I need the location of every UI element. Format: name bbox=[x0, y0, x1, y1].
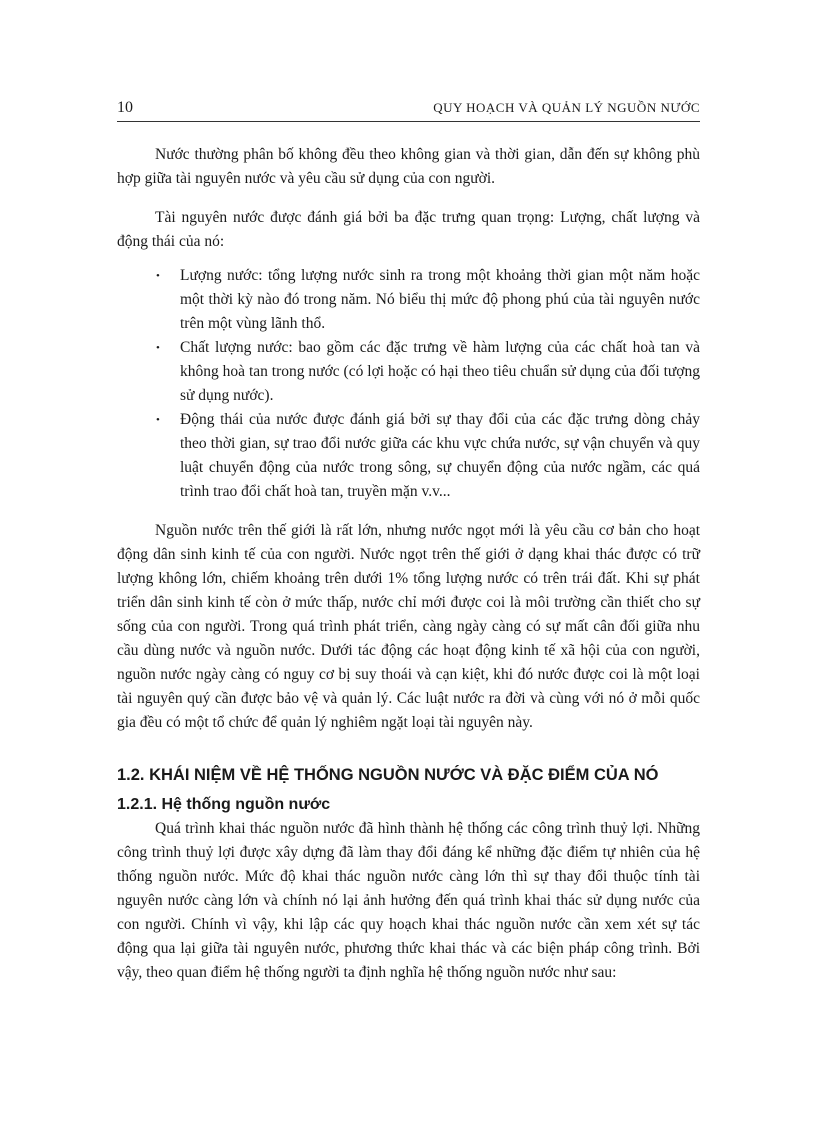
list-item bbox=[117, 264, 700, 336]
list-item bbox=[117, 336, 700, 408]
list-item-text: Chất lượng nước: bao gồm các đặc trưng về hàm lượng của các chất hoà tan và không hoà tan trong nước (có lợi hoặc có hại theo tiêu chuẩn sử dụng của đối tượng sử dụng nước). bbox=[180, 339, 700, 404]
list-item-text: Lượng nước: tổng lượng nước sinh ra trong một khoảng thời gian một năm hoặc một thời kỳ nào đó trong năm. Nó biểu thị mức độ phong phú của tài nguyên nước trên một vùng lãnh thổ. bbox=[180, 267, 700, 332]
paragraph-water-system: Quá trình khai thác nguồn nước đã hình thành hệ thống các công trình thuỷ lợi. Những công trình thuỷ lợi được xây dựng đã làm thay đổi đáng kể những đặc điểm tự nhiên của hệ thống nguồn nước. Mức độ khai thác nguồn nước càng lớn thì sự thay đổi thuộc tính tài nguyên nước càng lớn và chính nó lại ảnh hưởng đến quá trình khai thác sử dụng nước của con người. Chính vì vậy, khi lập các quy hoạch khai thác nguồn nước cần xem xét sự tác động qua lại giữa tài nguyên nước, phương thức khai thác và các biện pháp công trình. Bởi vậy, theo quan điểm hệ thống người ta định nghĩa hệ thống nguồn nước như sau: bbox=[117, 820, 700, 981]
bullet-icon: • bbox=[156, 342, 160, 354]
list-item-text: Động thái của nước được đánh giá bởi sự thay đổi của các đặc trưng dòng chảy theo thời gian, sự trao đổi nước giữa các khu vực chứa nước, sự vận chuyển và quy luật chuyển động của nước trong sông, sự chuyển động của nước ngầm, các quá trình trao đổi chất hoà tan, truyền mặn v.v... bbox=[180, 411, 700, 500]
running-header bbox=[117, 99, 700, 122]
subsection-heading: 1.2.1. Hệ thống nguồn nước bbox=[117, 796, 331, 813]
characteristics-list bbox=[117, 264, 700, 504]
list-item bbox=[117, 408, 700, 504]
paragraph-freshwater-resources: Nguồn nước trên thế giới là rất lớn, nhưng nước ngọt mới là yêu cầu cơ bản cho hoạt động dân sinh kinh tế của con người. Nước ngọt trên thế giới ở dạng khai thác được có trữ lượng không lớn, chiếm khoảng trên dưới 1% tổng lượng nước có trên trái đất. Khi sự phát triển dân sinh kinh tế còn ở mức thấp, nước chỉ mới được coi là môi trường cần thiết cho sự sống của con người. Trong quá trình phát triển, càng ngày càng có sự mất cân đối giữa nhu cầu dùng nước và nguồn nước. Dưới tác động các hoạt động kinh tế xã hội của con người, nguồn nước ngày càng có nguy cơ bị suy thoái và cạn kiệt, khi đó nước được coi là một loại tài nguyên quý cần được bảo vệ và quản lý. Các luật nước ra đời và cùng với nó ở mỗi quốc gia đều có một tổ chức để quản lý nghiêm ngặt loại tài nguyên này. bbox=[117, 522, 700, 731]
running-title: QUY HOẠCH VÀ QUẢN LÝ NGUỒN NƯỚC bbox=[433, 100, 700, 115]
bullet-icon: • bbox=[156, 414, 160, 426]
page-body bbox=[117, 143, 700, 985]
page-number: 10 bbox=[117, 99, 133, 116]
paragraph-water-distribution: Nước thường phân bố không đều theo không gian và thời gian, dẫn đến sự không phù hợp giữa tài nguyên nước và yêu cầu sử dụng của con người. bbox=[117, 146, 700, 187]
section-heading: 1.2. KHÁI NIỆM VỀ HỆ THỐNG NGUỒN NƯỚC VÀ ĐẶC ĐIỂM CỦA NÓ bbox=[117, 766, 659, 784]
bullet-icon: • bbox=[156, 270, 160, 282]
paragraph-water-characteristics: Tài nguyên nước được đánh giá bởi ba đặc trưng quan trọng: Lượng, chất lượng và động thái của nó: bbox=[117, 209, 700, 250]
